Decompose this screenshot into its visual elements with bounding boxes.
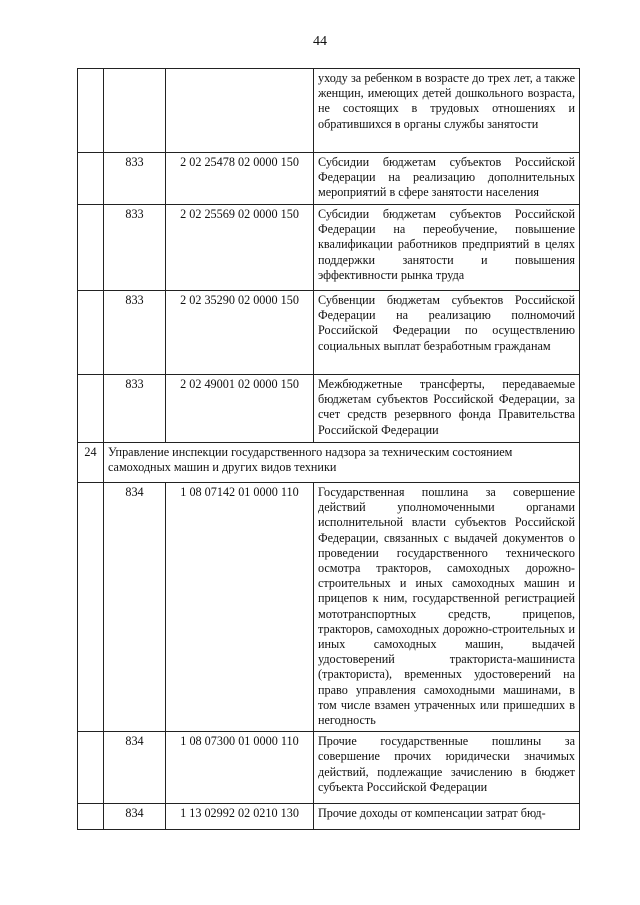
table-row <box>78 291 580 375</box>
admin-code-cell: 834 <box>104 804 166 830</box>
admin-code-cell: 833 <box>104 153 166 205</box>
row-number-cell <box>78 804 104 830</box>
revenue-name-cell: Прочие государственные пошлины за совершение прочих юридически значимых действий, подлежащие зачислению в бюджет субъекта Российской Федерации <box>314 732 580 804</box>
table-row <box>78 153 580 205</box>
revenue-code-cell: 2 02 25569 02 0000 150 <box>166 205 314 291</box>
table-row <box>78 732 580 804</box>
revenue-name-cell: Межбюджетные трансферты, передаваемые бюджетам субъектов Российской Федерации, за счет средств резервного фонда Правительства Российской Федерации <box>314 375 580 443</box>
section-title: Управление инспекции государственного надзора за техническим состоянием самоходных машин и других видов техники <box>104 443 580 483</box>
row-number-cell <box>78 153 104 205</box>
revenue-code-cell: 2 02 35290 02 0000 150 <box>166 291 314 375</box>
admin-code-cell: 833 <box>104 205 166 291</box>
admin-code-cell: 833 <box>104 291 166 375</box>
revenue-name-cell: Субсидии бюджетам субъектов Российской Федерации на реализацию дополнительных мероприятий в сфере занятости населения <box>314 153 580 205</box>
revenue-name-cell: Субсидии бюджетам субъектов Российской Федерации на переобучение, повышение квалификации работников предприятий в целях поддержки занятости и повышения эффективности рынка труда <box>314 205 580 291</box>
admin-code-cell: 833 <box>104 375 166 443</box>
revenue-name-cell: Прочие доходы от компенсации затрат бюд- <box>314 804 580 830</box>
table-row <box>78 804 580 830</box>
table-row <box>78 205 580 291</box>
row-number-cell <box>78 732 104 804</box>
revenue-code-cell: 1 08 07300 01 0000 110 <box>166 732 314 804</box>
row-number-cell <box>78 291 104 375</box>
row-number-cell <box>78 375 104 443</box>
row-number-cell <box>78 483 104 732</box>
revenue-code-cell: 1 08 07142 01 0000 110 <box>166 483 314 732</box>
admin-code-cell: 834 <box>104 483 166 732</box>
revenue-code-cell: 1 13 02992 02 0210 130 <box>166 804 314 830</box>
revenue-name-cell: уходу за ребенком в возрасте до трех лет, а также женщин, имеющих детей дошкольного возраста, не состоящих в трудовых отношениях и обратившихся в органы службы занятости <box>314 69 580 153</box>
revenue-code-cell <box>166 69 314 153</box>
revenue-admin-table <box>77 68 580 830</box>
row-number-cell <box>78 69 104 153</box>
revenue-code-cell: 2 02 49001 02 0000 150 <box>166 375 314 443</box>
revenue-name-cell: Государственная пошлина за совершение действий уполномоченными органами исполнительной власти субъектов Российской Федерации, связанных с выдачей документов о проведении государственного технического осмотра тракторов, самоходных дорожно-строительных и иных самоходных машин и прицепов к ним, государственной регистрацией мототранспортных средств, прицепов, тракторов, самоходных дорожно-строительных и иных самоходных машин, выдачей удостоверений тракториста-машиниста (тракториста), временных удостоверений на право управления самоходными машинами, в том числе взамен утраченных или пришедших в негодность <box>314 483 580 732</box>
table-row <box>78 483 580 732</box>
revenue-name-cell: Субвенции бюджетам субъектов Российской Федерации на реализацию полномочий Российской Федерации по осуществлению социальных выплат безработным гражданам <box>314 291 580 375</box>
table-row <box>78 375 580 443</box>
admin-code-cell: 834 <box>104 732 166 804</box>
table-row <box>78 69 580 153</box>
section-header-row <box>78 443 580 483</box>
admin-code-cell <box>104 69 166 153</box>
section-number: 24 <box>78 443 104 483</box>
revenue-code-cell: 2 02 25478 02 0000 150 <box>166 153 314 205</box>
page-number: 44 <box>313 34 327 49</box>
row-number-cell <box>78 205 104 291</box>
